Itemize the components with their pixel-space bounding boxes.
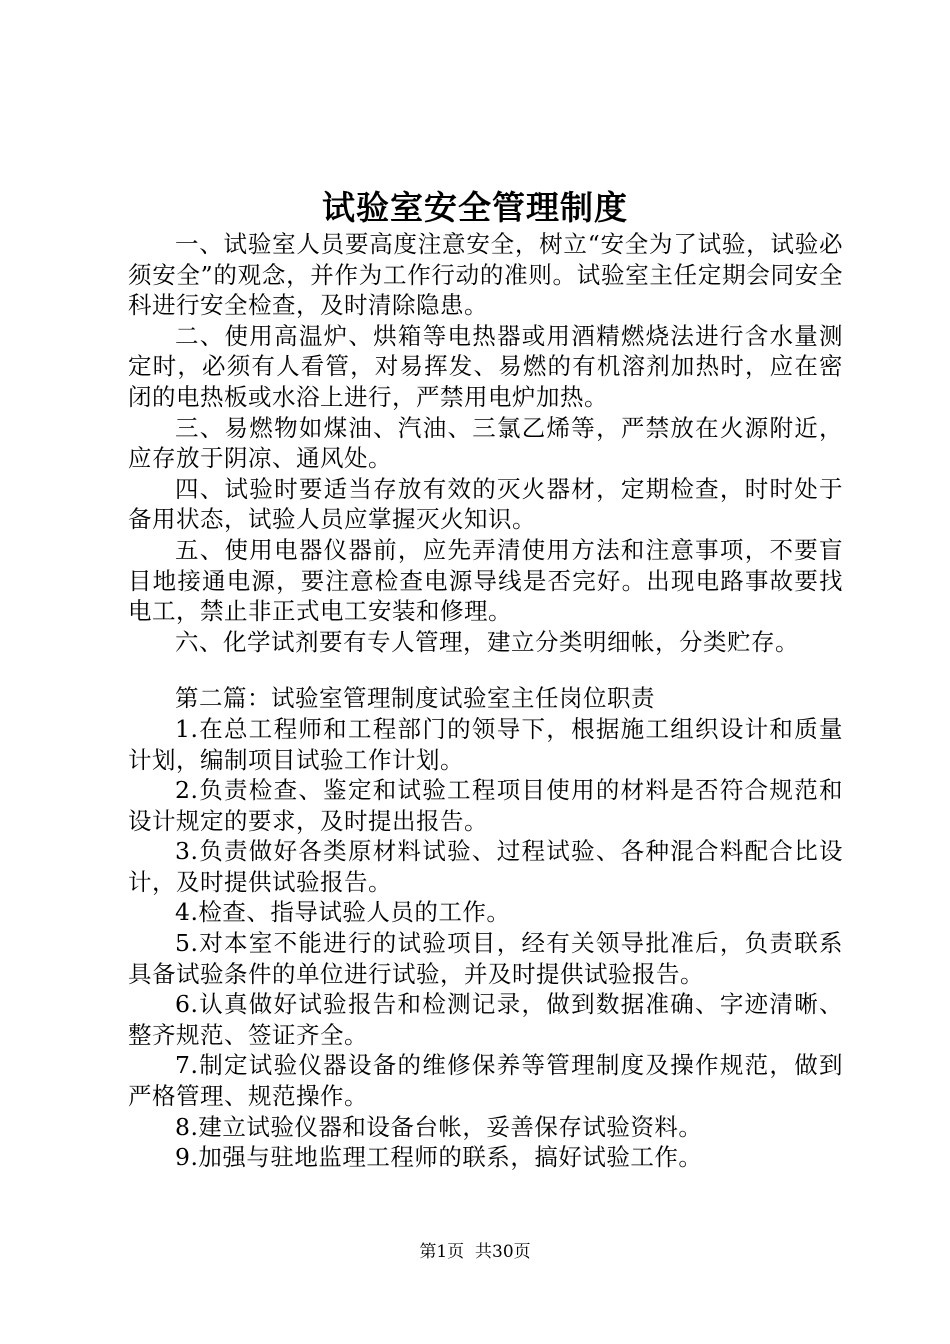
- paragraph-safety-3: 三、易燃物如煤油、汽油、三氯乙烯等，严禁放在火源附近，应存放于阴凉、通风处。: [128, 413, 843, 473]
- section-spacer: [128, 657, 843, 683]
- duty-item-9: 9.加强与驻地监理工程师的联系，搞好试验工作。: [175, 1143, 703, 1172]
- section-heading: 第二篇：试验室管理制度试验室主任岗位职责: [175, 684, 655, 713]
- paragraph-safety-6: 六、化学试剂要有专人管理，建立分类明细帐，分类贮存。: [175, 627, 799, 656]
- paragraph-safety-1: 一、试验室人员要高度注意安全，树立“安全为了试验，试验必须安全”的观念，并作为工作行动的准则。试验室主任定期会同安全科进行安全检查，及时清除隐患。: [128, 230, 843, 320]
- duty-item-7: 7.制定试验仪器设备的维修保养等管理制度及操作规范，做到严格管理、规范操作。: [128, 1051, 843, 1111]
- paragraph-safety-4: 四、试验时要适当存放有效的灭火器材，定期检查，时时处于备用状态，试验人员应掌握灭火知识。: [128, 474, 843, 534]
- duty-item-5: 5.对本室不能进行的试验项目，经有关领导批准后，负责联系具备试验条件的单位进行试验，并及时提供试验报告。: [128, 929, 843, 988]
- paragraph-safety-5: 五、使用电器仪器前，应先弄清使用方法和注意事项，不要盲目地接通电源，要注意检查电源导线是否完好。出现电路事故要找电工，禁止非正式电工安装和修理。: [128, 535, 843, 626]
- page-number: 第1页: [419, 1242, 465, 1262]
- duty-item-3: 3.负责做好各类原材料试验、过程试验、各种混合料配合比设计，及时提供试验报告。: [128, 837, 843, 896]
- duty-item-2: 2.负责检查、鉴定和试验工程项目使用的材料是否符合规范和设计规定的要求，及时提出报告。: [128, 776, 843, 835]
- paragraph-safety-2: 二、使用高温炉、烘箱等电热器或用酒精燃烧法进行含水量测定时，必须有人看管，对易挥发、易燃的有机溶剂加热时，应在密闭的电热板或水浴上进行，严禁用电炉加热。: [128, 321, 843, 411]
- page-total: 共30页: [475, 1242, 531, 1262]
- duty-item-4: 4.检查、指导试验人员的工作。: [175, 898, 511, 927]
- document-title: 试验室安全管理制度: [322, 188, 628, 227]
- duty-item-6: 6.认真做好试验报告和检测记录，做到数据准确、字迹清晰、整齐规范、签证齐全。: [128, 990, 843, 1049]
- duty-item-8: 8.建立试验仪器和设备台帐，妥善保存试验资料。: [175, 1112, 703, 1141]
- document-body: [128, 229, 843, 1173]
- footer-separator: [464, 1242, 475, 1262]
- page-footer: [0, 1240, 950, 1264]
- duty-item-1: 1.在总工程师和工程部门的领导下，根据施工组织设计和质量计划，编制项目试验工作计划。: [128, 714, 843, 774]
